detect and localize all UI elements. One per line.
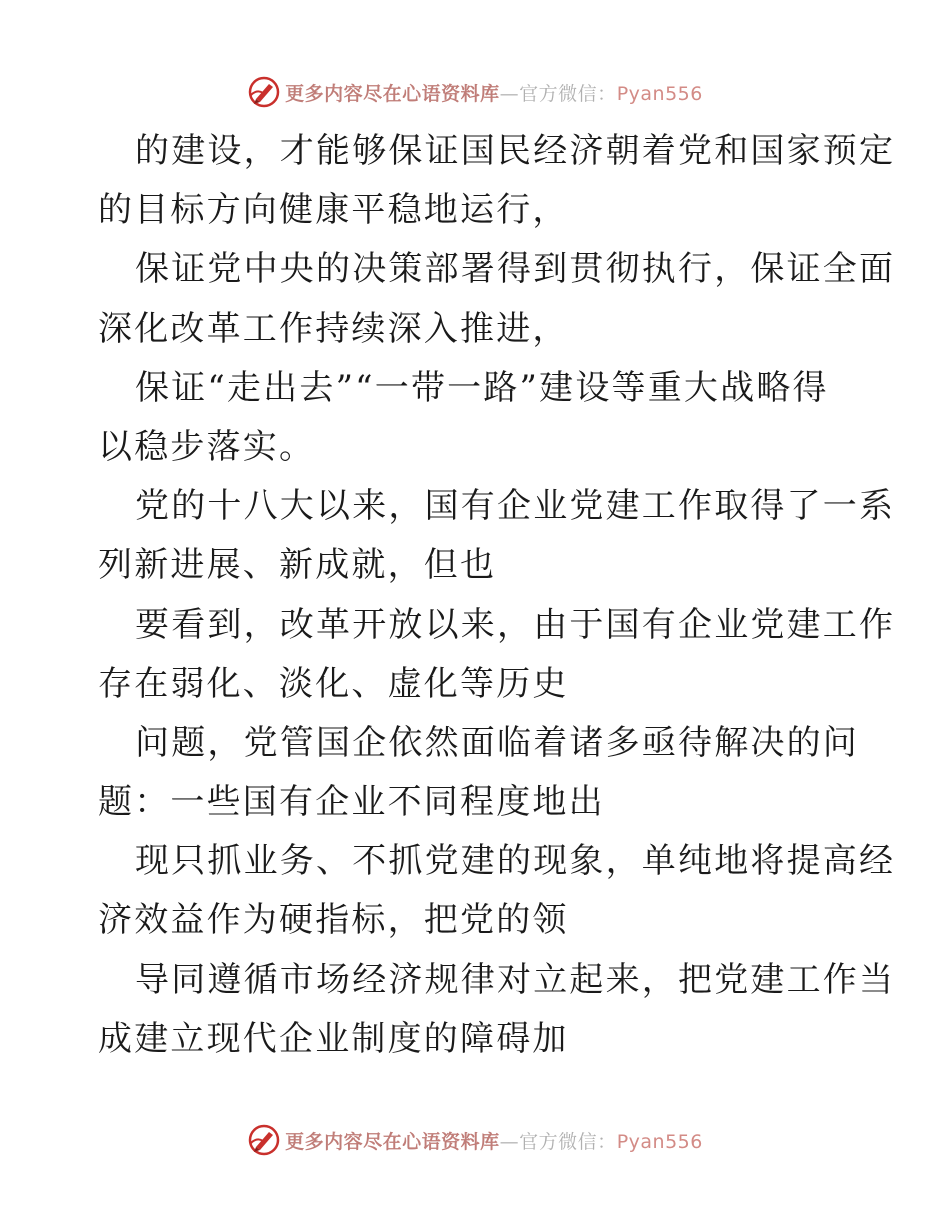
text-line: 济效益作为硬指标，把党的领: [98, 900, 569, 941]
text-line: 现只抓业务、不抓党建的现象，单纯地将提高经: [135, 841, 896, 882]
text-line: 成建立现代企业制度的障碍加: [98, 1018, 569, 1059]
watermark-text: [285, 1127, 703, 1154]
pen-logo-icon: [247, 75, 281, 109]
text-line: 保证党中央的决策部署得到贯彻执行，保证全面: [135, 249, 896, 290]
text-line: 的建设，才能够保证国民经济朝着党和国家预定: [135, 131, 896, 171]
footer-watermark: [0, 1120, 950, 1160]
watermark-contact-label: 官方微信：: [519, 82, 617, 105]
text-line: 深化改革工作持续深入推进，: [98, 308, 569, 349]
text-line: 列新进展、新成就，但也: [98, 545, 497, 586]
header-watermark: [0, 72, 950, 112]
watermark-separator: —: [499, 1130, 520, 1153]
watermark-text: [285, 79, 703, 106]
watermark-contact-id: Pyan556: [616, 1130, 703, 1153]
text-line: 以稳步落实。: [98, 426, 316, 467]
watermark-main: 更多内容尽在心语资料库: [285, 82, 500, 105]
text-line: 党的十八大以来，国有企业党建工作取得了一系: [135, 486, 896, 527]
watermark-separator: —: [499, 82, 520, 105]
document-body: [98, 122, 896, 1069]
text-line: 导同遵循市场经济规律对立起来，把党建工作当: [135, 959, 896, 1000]
text-line: 的目标方向健康平稳地运行，: [98, 190, 569, 231]
pen-logo-icon: [247, 1123, 281, 1157]
watermark-main: 更多内容尽在心语资料库: [285, 1130, 500, 1153]
text-line: 存在弱化、淡化、虚化等历史: [98, 663, 569, 704]
text-line: 题：一些国有企业不同程度地出: [98, 782, 605, 823]
watermark-contact-id: Pyan556: [616, 82, 703, 105]
text-line: 要看到，改革开放以来，由于国有企业党建工作: [135, 604, 896, 645]
text-line: 保证“走出去”“一带一路”建设等重大战略得: [135, 367, 829, 408]
text-line: 问题，党管国企依然面临着诸多亟待解决的问: [135, 722, 859, 763]
watermark-contact-label: 官方微信：: [519, 1130, 617, 1153]
